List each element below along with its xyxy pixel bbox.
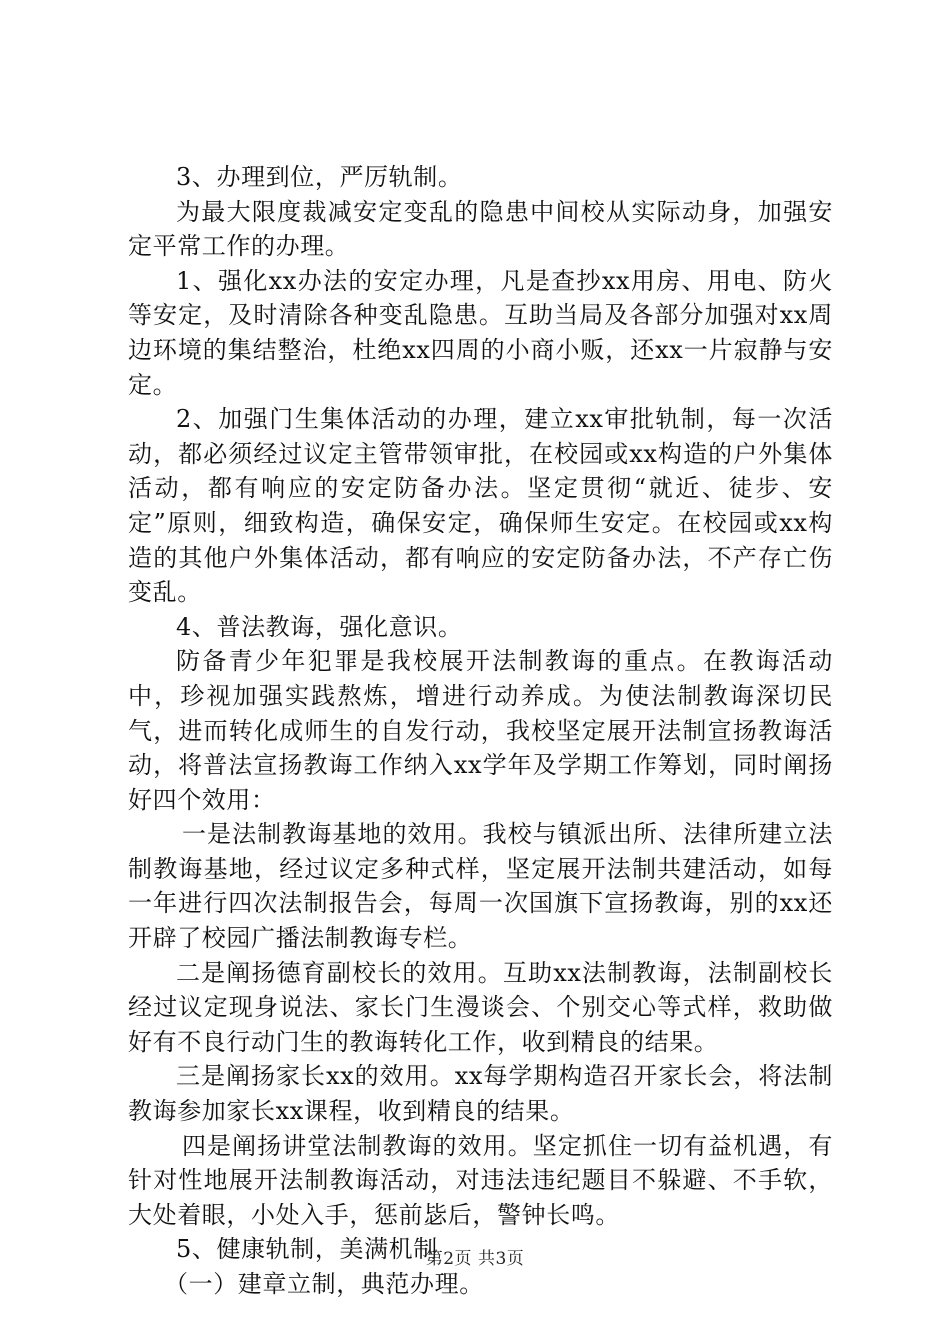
section-heading-4: 4、普法教诲，强化意识。 <box>176 612 463 641</box>
subsection-heading-1: （一）建章立制，典范办理。 <box>164 1270 484 1298</box>
paragraph-role-four: 四是阐扬讲堂法制教诲的效用。坚定抓住一切有益机遇，有针对性地展开法制教诲活动，对违法违纪题目不躲避、不手软，大处着眼，小处入手，惩前毖后，警钟长鸣。 <box>128 1131 833 1229</box>
document-body <box>128 160 833 1302</box>
section-heading-5: 5、健康轨制，美满机制 <box>176 1235 438 1264</box>
page-number-footer: 第2页 共3页 <box>425 1249 525 1269</box>
paragraph-item-2: 2、加强门生集体活动的办理，建立xx审批轨制，每一次活动，都必须经过议定主管带领审批，在校园或xx构造的户外集体活动，都有响应的安定防备办法。坚定贯彻“就近、徒步、安定”原则，细致构造，确保安定，确保师生安定。在校园或xx构造的其他户外集体活动，都有响应的安定防备办法，不产存亡伤变乱。 <box>128 405 833 607</box>
paragraph-role-two: 二是阐扬德育副校长的效用。互助xx法制教诲，法制副校长经过议定现身说法、家长门生漫谈会、个别交心等式样，救助做好有不良行动门生的教诲转化工作，收到精良的结果。 <box>128 958 833 1056</box>
paragraph-role-three: 三是阐扬家长xx的效用。xx每学期构造召开家长会，将法制教诲参加家长xx课程，收到精良的结果。 <box>128 1062 833 1126</box>
paragraph-law-education: 防备青少年犯罪是我校展开法制教诲的重点。在教诲活动中，珍视加强实践熬炼，增进行动养成。为使法制教诲深切民气，进而转化成师生的自发行动，我校坚定展开法制宣扬教诲活动，将普法宣扬教诲工作纳入xx学年及学期工作筹划，同时阐扬好四个效用： <box>128 647 833 814</box>
section-heading-3: 3、办理到位，严厉轨制。 <box>176 163 463 191</box>
paragraph-role-one: 一是法制教诲基地的效用。我校与镇派出所、法律所建立法制教诲基地，经过议定多种式样，坚定展开法制共建活动，如每一年进行四次法制报告会，每周一次国旗下宣扬教诲，别的xx还开辟了校园广播法制教诲专栏。 <box>128 820 833 953</box>
paragraph-item-1: 1、强化xx办法的安定办理，凡是查抄xx用房、用电、防火等安定，及时清除各种变乱隐患。互助当局及各部分加强对xx周边环境的集结整治，杜绝xx四周的小商小贩，还xx一片寂静与安定。 <box>128 266 833 399</box>
paragraph-intro: 为最大限度裁减安定变乱的隐患中间校从实际动身，加强安定平常工作的办理。 <box>128 197 833 261</box>
